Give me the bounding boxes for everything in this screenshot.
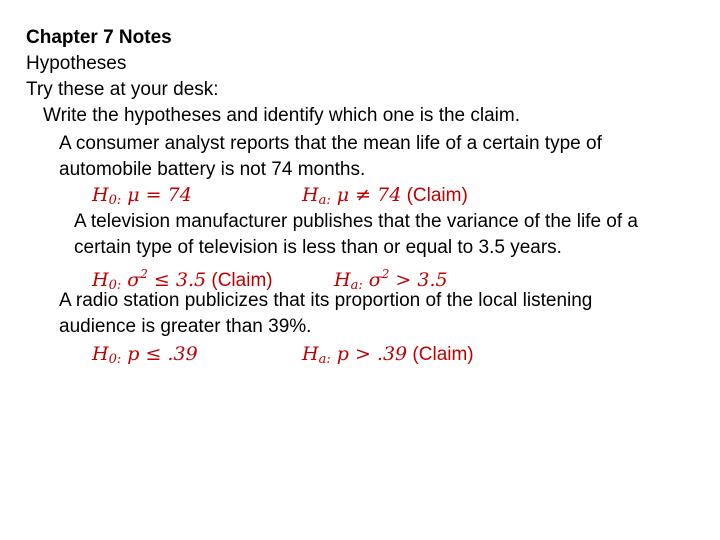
ha-subscript: a: <box>318 193 331 208</box>
prompt-text: Try these at your desk: <box>26 79 219 100</box>
problem-1-alt-hypothesis <box>302 183 468 213</box>
h0-expression: ≤ 3.5 <box>147 269 207 291</box>
h0-symbol: H <box>92 343 109 365</box>
h0-sigma: σ <box>121 269 141 291</box>
problem-1-text-line-1: A consumer analyst reports that the mean life of a certain type of <box>59 133 602 154</box>
h0-symbol: H <box>92 269 109 291</box>
section-heading: Hypotheses <box>26 53 127 74</box>
problem-2-text-line-2: certain type of television is less than or equal to 3.5 years. <box>74 237 562 258</box>
problem-3-alt-hypothesis <box>302 342 474 372</box>
h0-subscript: 0: <box>108 193 122 208</box>
problem-3-null-hypothesis <box>92 342 198 372</box>
ha-subscript: a: <box>318 352 331 367</box>
h0-subscript: 0: <box>108 278 122 293</box>
problem-3-text-line-1: A radio station publicizes that its proportion of the local listening <box>59 290 593 311</box>
ha-sigma: σ <box>362 269 382 291</box>
ha-symbol: H <box>302 184 319 206</box>
h0-symbol: H <box>92 184 109 206</box>
claim-label: (Claim) <box>407 344 474 365</box>
ha-symbol: H <box>334 269 351 291</box>
h0-expression: μ = 74 <box>121 184 192 206</box>
ha-subscript: a: <box>350 278 363 293</box>
problem-3-text-line-2: audience is greater than 39%. <box>59 316 312 337</box>
ha-symbol: H <box>302 343 319 365</box>
ha-expression: p > .39 <box>330 343 408 365</box>
claim-label: (Claim) <box>206 270 273 291</box>
problem-2-text-line-1: A television manufacturer publishes that the variance of the life of a <box>74 211 638 232</box>
instruction-text: Write the hypotheses and identify which one is the claim. <box>43 105 521 126</box>
claim-label: (Claim) <box>401 185 468 206</box>
page-title: Chapter 7 Notes <box>26 27 172 48</box>
h0-expression: p ≤ .39 <box>121 343 198 365</box>
ha-expression: > 3.5 <box>389 269 448 291</box>
ha-exponent: 2 <box>381 267 390 281</box>
h0-exponent: 2 <box>140 267 148 281</box>
problem-1-text-line-2: automobile battery is not 74 months. <box>59 159 366 180</box>
h0-subscript: 0: <box>108 352 122 367</box>
ha-expression: μ ≠ 74 <box>330 184 402 206</box>
problem-1-null-hypothesis <box>92 183 192 213</box>
